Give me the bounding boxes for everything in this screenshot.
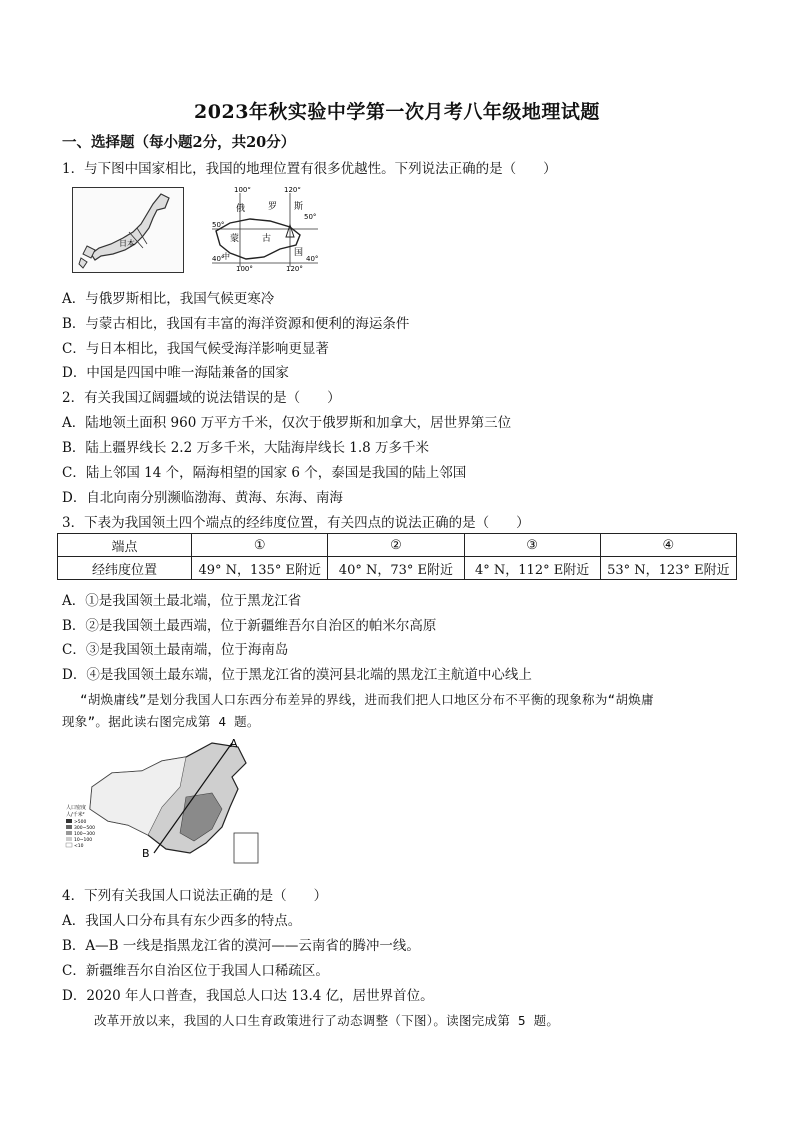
table-cell: 49° N，135° E附近	[192, 557, 328, 580]
q3-option-a: A．①是我国领土最北端，位于黑龙江省	[62, 593, 302, 609]
section-heading: 一、选择题（每小题2分，共20分）	[62, 134, 296, 151]
question-2-stem: 2．有关我国辽阔疆域的说法错误的是（ ）	[62, 390, 341, 406]
legend-item-1: 300~500	[74, 826, 95, 831]
map2-label-14: 中	[222, 252, 230, 261]
q4-option-b: B．A—B 一线是指黑龙江省的漠河——云南省的腾冲一线。	[62, 938, 420, 954]
map-label-b: B	[142, 847, 150, 860]
map-label-a: A	[230, 737, 238, 750]
legend-swatch	[66, 831, 72, 835]
legend-title: 人口密度	[66, 805, 87, 811]
table-cell: 53° N，123° E附近	[600, 557, 736, 580]
question-4-stem: 4．下列有关我国人口说法正确的是（ ）	[62, 888, 328, 904]
q3-option-c: C．③是我国领土最南端，位于海南岛	[62, 642, 289, 658]
japan-map-figure	[72, 187, 184, 273]
q1-option-d: D．中国是四国中唯一海陆兼备的国家	[62, 365, 289, 381]
south-sea-inset	[234, 833, 258, 863]
q3-option-d: D．④是我国领土最东端，位于黑龙江省的漠河县北端的黑龙江主航道中心线上	[62, 667, 532, 683]
map2-label-9: 国	[294, 248, 304, 258]
exam-title: 2023年秋实验中学第一次月考八年级地理试题	[194, 101, 600, 123]
map2-label-1: 120°	[284, 187, 301, 194]
table-header-row	[58, 534, 737, 557]
question-1-stem: 1．与下图中国家相比，我国的地理位置有很多优越性。下列说法正确的是（ ）	[62, 161, 557, 177]
table-cell: 40° N，73° E附近	[328, 557, 464, 580]
legend-swatch	[66, 819, 72, 823]
map2-label-7: 蒙	[230, 234, 240, 244]
map2-label-11: 100°	[236, 265, 253, 271]
question-3-stem: 3．下表为我国领土四个端点的经纬度位置，有关四点的说法正确的是（ ）	[62, 515, 530, 531]
legend-item-2: 100~300	[74, 832, 95, 837]
table-cell: 4° N，112° E附近	[464, 557, 600, 580]
q2-option-d: D．自北向南分别濒临渤海、黄海、东海、南海	[62, 490, 343, 506]
table-cell: 经纬度位置	[58, 557, 192, 580]
japan-label: 日本	[119, 239, 135, 248]
map2-label-8: 古	[262, 234, 272, 244]
japan-map	[73, 188, 183, 272]
q4-option-a: A．我国人口分布具有东少西多的特点。	[62, 913, 302, 929]
map2-label-0: 100°	[234, 187, 251, 194]
q2-option-a: A．陆地领土面积 960 万平方千米，仅次于俄罗斯和加拿大，居世界第三位	[62, 415, 512, 431]
map2-label-3: 罗	[268, 202, 278, 212]
legend-item-4: <10	[74, 844, 84, 849]
legend-item-0: >500	[74, 820, 87, 825]
extreme-points-table	[57, 533, 737, 580]
legend-unit: 人/千米²	[66, 812, 85, 818]
map2-label-10: 40°	[212, 255, 225, 263]
legend-item-3: 10~100	[74, 838, 93, 843]
map2-label-12: 120°	[286, 265, 303, 271]
q1-option-a: A．与俄罗斯相比，我国气候更寒冷	[62, 291, 275, 307]
legend-swatch	[66, 843, 72, 847]
passage-5: 改革开放以来，我国的人口生育政策进行了动态调整（下图）。读图完成第 5 题。	[94, 1013, 560, 1028]
map2-label-4: 斯	[294, 202, 304, 212]
table-row	[58, 557, 737, 580]
table-cell: ④	[600, 534, 736, 557]
legend-swatch	[66, 825, 72, 829]
table-cell: 端点	[58, 534, 192, 557]
map2-label-5: 50°	[304, 213, 317, 221]
q4-option-d: D．2020 年人口普查，我国总人口达 13.4 亿，居世界首位。	[62, 988, 434, 1004]
map2-label-6: 50°	[212, 221, 225, 229]
q2-option-c: C．陆上邻国 14 个，隔海相望的国家 6 个，泰国是我国的陆上邻国	[62, 465, 467, 481]
table-cell: ①	[192, 534, 328, 557]
population-density-map-figure	[62, 737, 268, 867]
q1-option-c: C．与日本相比，我国气候受海洋影响更显著	[62, 341, 329, 357]
mongolia-map	[210, 187, 320, 271]
table-cell: ②	[328, 534, 464, 557]
map2-label-13: 40°	[306, 255, 319, 263]
legend-swatch	[66, 837, 72, 841]
passage-4-line1: “胡焕庸线”是划分我国人口东西分布差异的界线，进而我们把人口地区分布不平衡的现象称为“胡焕庸	[80, 692, 654, 707]
table-cell: ③	[464, 534, 600, 557]
q1-option-b: B．与蒙古相比，我国有丰富的海洋资源和便利的海运条件	[62, 316, 410, 332]
q3-option-b: B．②是我国领土最西端，位于新疆维吾尔自治区的帕米尔高原	[62, 618, 437, 634]
map2-label-2: 俄	[236, 204, 246, 214]
q2-option-b: B．陆上疆界线长 2.2 万多千米，大陆海岸线长 1.8 万多千米	[62, 440, 430, 456]
passage-4-line2: 现象”。据此读右图完成第 4 题。	[62, 714, 260, 729]
population-density-map	[62, 737, 268, 867]
mongolia-map-figure	[210, 187, 320, 271]
q4-option-c: C．新疆维吾尔自治区位于我国人口稀疏区。	[62, 963, 329, 979]
